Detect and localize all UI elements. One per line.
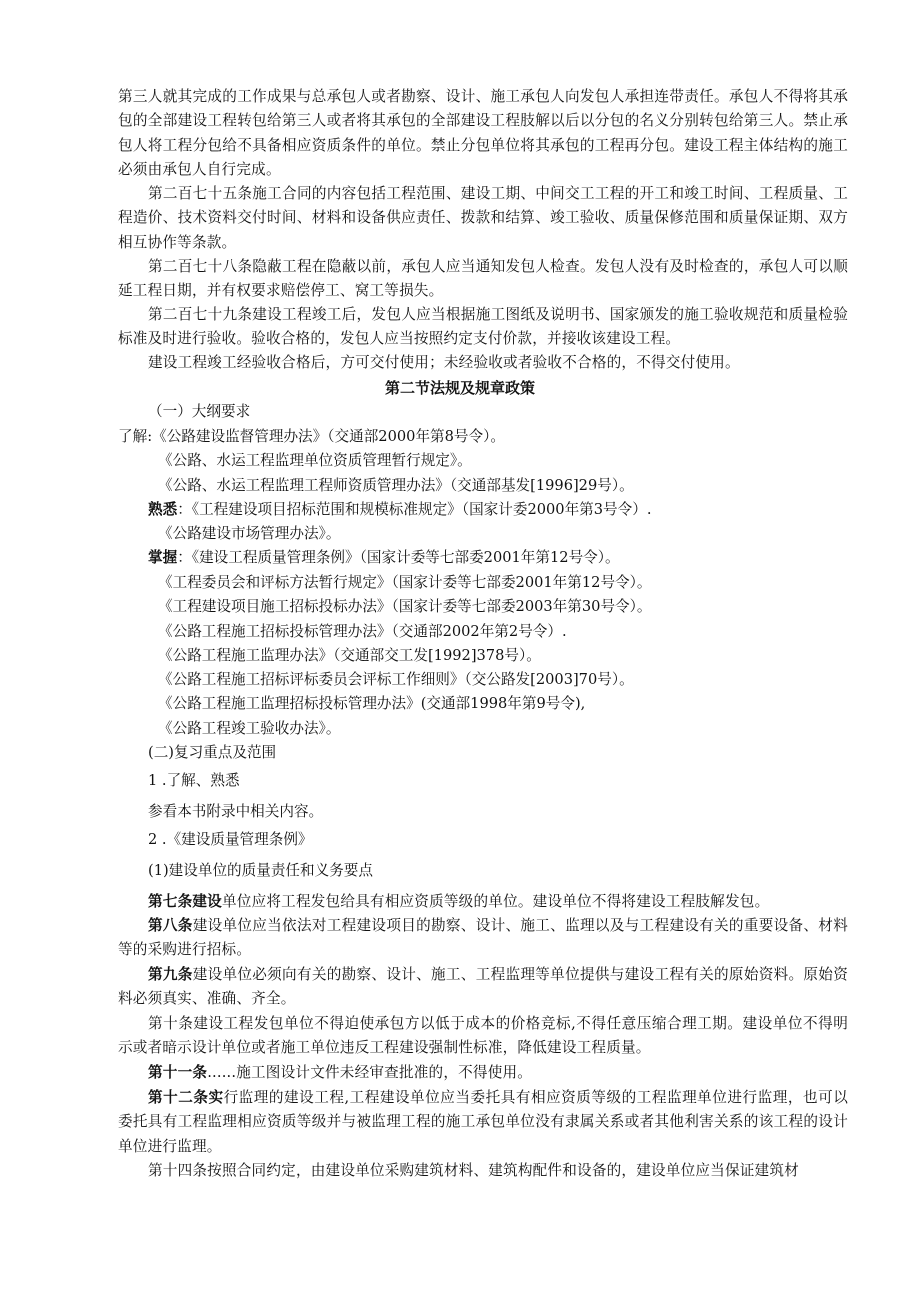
familiar-line-1: 熟悉：《工程建设项目招标范围和规模标准规定》（国家计委2000年第3号令）. xyxy=(148,501,652,518)
article-11: 第十一条......施工图设计文件未经审查批准的，不得使用。 xyxy=(148,1064,533,1081)
review-heading: (二)复习重点及范围 xyxy=(148,744,277,761)
article-10: 第十条建设工程发包单位不得迫使承包方以低于成本的价格竞标,不得任意压缩合理工期。建设单位不得明示或者暗示设计单位或者施工单位违反工程建设强制性标准，降低建设工程质量。 xyxy=(118,1015,848,1057)
article-8: 第八条建设单位应当依法对工程建设项目的勘察、设计、施工、监理以及与工程建设有关的重要设备、材料等的采购进行招标。 xyxy=(118,917,848,959)
familiar-line-2: 《公路建设市场管理办法》。 xyxy=(158,525,341,542)
master-line-2: 《工程委员会和评标方法暂行规定》（国家计委等七部委2001年第12号令）。 xyxy=(158,574,652,591)
section-title: 第二节法规及规章政策 xyxy=(384,379,535,397)
master-line-4: 《公路工程施工招标投标管理办法》（交通部2002年第2号令）. xyxy=(158,623,567,640)
master-line-7: 《公路工程施工监理招标投标管理办法》(交通部1998年第9号令), xyxy=(158,695,586,712)
review-item-1-text: 参看本书附录中相关内容。 xyxy=(148,803,324,820)
article-12: 第十二条实行监理的建设工程,工程建设单位应当委托具有相应资质等级的工程监理单位进行监理，也可以委托具有工程监理相应资质等级并与被监理工程的施工承包单位没有隶属关系或者其他利害关系的该工程的设计单位进行监理。 xyxy=(118,1089,848,1155)
paragraph-contract-liability: 第三人就其完成的工作成果与总承包人或者勘察、设计、施工承包人向发包人承担连带责任。承包人不得将其承包的全部建设工程转包给第三人或者将其承包的全部建设工程肢解以后以分包的名义分别转包给第三人。禁止承包人将工程分包给不具备相应资质条件的单位。禁止分包单位将其承包的工程再分包。建设工程主体结构的施工必须由承包人自行完成。 xyxy=(118,88,848,179)
understand-line-1: 了解:《公路建设监督管理办法》（交通部2000年第8号令）。 xyxy=(118,428,505,445)
paragraph-article-275: 第二百七十五条施工合同的内容包括工程范围、建设工期、中间交工工程的开工和竣工时间、工程质量、工程造价、技术资料交付时间、材料和设备供应责任、拨款和结算、竣工验收、质量保修范围和质量保证期、双方相互协作等条款。 xyxy=(118,185,848,251)
review-item-2: 2 .《建设质量管理条例》 xyxy=(148,831,313,848)
review-item-1: 1 .了解、熟悉 xyxy=(148,772,240,789)
review-item-2-sub: (1)建设单位的质量责任和义务要点 xyxy=(148,862,373,879)
master-line-8: 《公路工程竣工验收办法》。 xyxy=(158,720,341,737)
article-9: 第九条建设单位必须向有关的勘察、设计、施工、工程监理等单位提供与建设工程有关的原始资料。原始资料必须真实、准确、齐全。 xyxy=(118,966,848,1008)
master-line-3: 《工程建设项目施工招标投标办法》（国家计委等七部委2003年第30号令）。 xyxy=(158,598,652,615)
master-line-6: 《公路工程施工招标评标委员会评标工作细则》（交公路发[2003]70号）。 xyxy=(158,671,634,688)
article-14: 第十四条按照合同约定，由建设单位采购建筑材料、建筑构配件和设备的，建设单位应当保证建筑材 xyxy=(148,1162,799,1179)
paragraph-article-278: 第二百七十八条隐蔽工程在隐蔽以前，承包人应当通知发包人检查。发包人没有及时检查的，承包人可以顺延工程日期，并有权要求赔偿停工、窝工等损失。 xyxy=(118,258,848,300)
article-7: 第七条建设单位应将工程发包给具有相应资质等级的单位。建设单位不得将建设工程肢解发包。 xyxy=(148,893,770,910)
master-line-1: 掌握：《建设工程质量管理条例》（国家计委等七部委2001年第12号令）。 xyxy=(148,549,620,566)
understand-line-3: 《公路、水运工程监理工程师资质管理办法》（交通部基发[1996]29号）。 xyxy=(158,477,634,494)
understand-line-2: 《公路、水运工程监理单位资质管理暂行规定》。 xyxy=(158,452,472,469)
master-line-5: 《公路工程施工监理办法》（交通部交工发[1992]378号）。 xyxy=(158,647,541,664)
paragraph-completion-acceptance: 建设工程竣工经验收合格后，方可交付使用；未经验收或者验收不合格的，不得交付使用。 xyxy=(148,354,740,371)
outline-heading: （一）大纲要求 xyxy=(148,403,251,420)
paragraph-article-279: 第二百七十九条建设工程竣工后，发包人应当根据施工图纸及说明书、国家颁发的施工验收规范和质量检验标准及时进行验收。验收合格的，发包人应当按照约定支付价款，并接收该建设工程。 xyxy=(118,306,848,348)
